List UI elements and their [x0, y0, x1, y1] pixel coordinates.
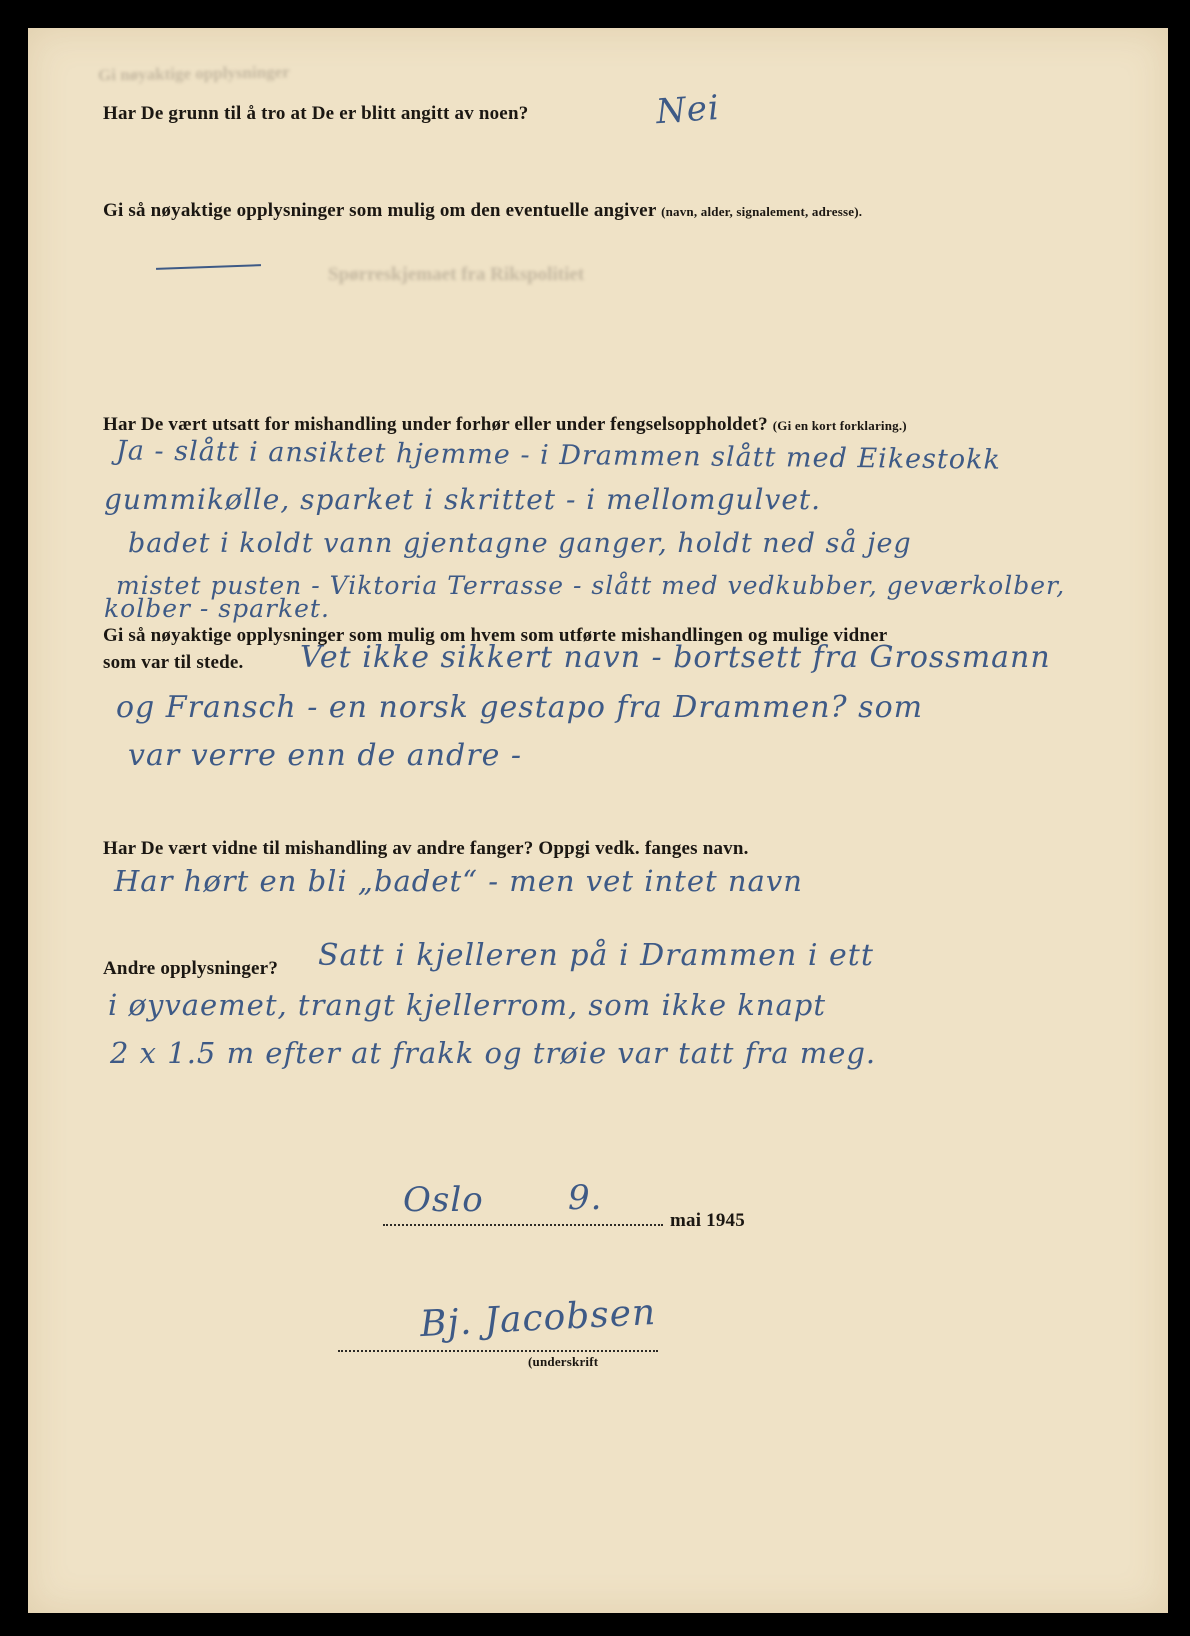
date-month-year: mai 1945	[670, 1210, 745, 1231]
answer-other-info-line: i øyvaemet, trangt kjellerrom, som ikke knapt	[108, 988, 827, 1022]
date-line	[383, 1224, 663, 1226]
question-informer-details	[103, 200, 862, 222]
question-perpetrators-line2: som var til stede.	[103, 652, 244, 673]
question-informer-note: (navn, alder, signalement, adresse).	[661, 204, 863, 219]
faded-pencil-note: Gi nøyaktige opplysninger	[97, 62, 290, 85]
faded-bleedthrough-text: Spørreskjemaet fra Rikspolitiet	[328, 264, 585, 285]
signature-line	[338, 1350, 658, 1352]
signature-label: (underskrift	[528, 1354, 599, 1369]
answer-denounced: Nei	[654, 87, 722, 133]
question-mistreatment-note: (Gi en kort forklaring.)	[772, 418, 907, 433]
signature: Bj. Jacobsen	[419, 1291, 658, 1346]
answer-perpetrators-line: Vet ikke sikkert navn - bortsett fra Grossmann	[300, 640, 1051, 675]
question-witness: Har De vært vidne til mishandling av andre fanger? Oppgi vedk. fanges navn.	[103, 838, 749, 859]
answer-other-info-line: 2 x 1.5 m efter at frakk og trøie var tatt fra meg.	[110, 1036, 877, 1070]
answer-mistreatment-line: Ja - slått i ansiktet hjemme - i Drammen slått med Eikestokk	[115, 435, 1001, 476]
document-page	[28, 28, 1168, 1613]
question-mistreatment	[103, 414, 907, 436]
question-informer-text: Gi så nøyaktige opplysninger som mulig om den eventuelle angiver	[103, 200, 657, 221]
question-perpetrators-line1: Gi så nøyaktige opplysninger som mulig om hvem som utførte mishandlingen og mulige vidner	[103, 625, 888, 646]
answer-perpetrators-line: og Fransch - en norsk gestapo fra Drammen? som	[116, 690, 924, 725]
answer-informer-dash	[156, 264, 261, 270]
question-denounced: Har De grunn til å tro at De er blitt angitt av noen?	[103, 103, 529, 124]
question-other-info: Andre opplysninger?	[103, 958, 279, 979]
question-mistreatment-text: Har De vært utsatt for mishandling under forhør eller under fengselsoppholdet?	[103, 414, 768, 435]
answer-mistreatment-line: badet i koldt vann gjentagne ganger, holdt ned så jeg	[128, 528, 912, 559]
answer-other-info-line: Satt i kjelleren på i Drammen i ett	[318, 938, 874, 973]
answer-perpetrators-line: var verre enn de andre -	[128, 738, 522, 773]
date-place: Oslo	[403, 1180, 484, 1220]
answer-mistreatment-line: mistet pusten - Viktoria Terrasse - slått med vedkubber, geværkolber,	[116, 571, 1066, 600]
answer-mistreatment-line: gummikølle, sparket i skrittet - i mellomgulvet.	[104, 483, 822, 516]
date-day: 9.	[568, 1178, 603, 1218]
answer-mistreatment-line: kolber - sparket.	[104, 594, 330, 623]
answer-witness: Har hørt en bli „badet“ - men vet intet navn	[114, 864, 803, 898]
